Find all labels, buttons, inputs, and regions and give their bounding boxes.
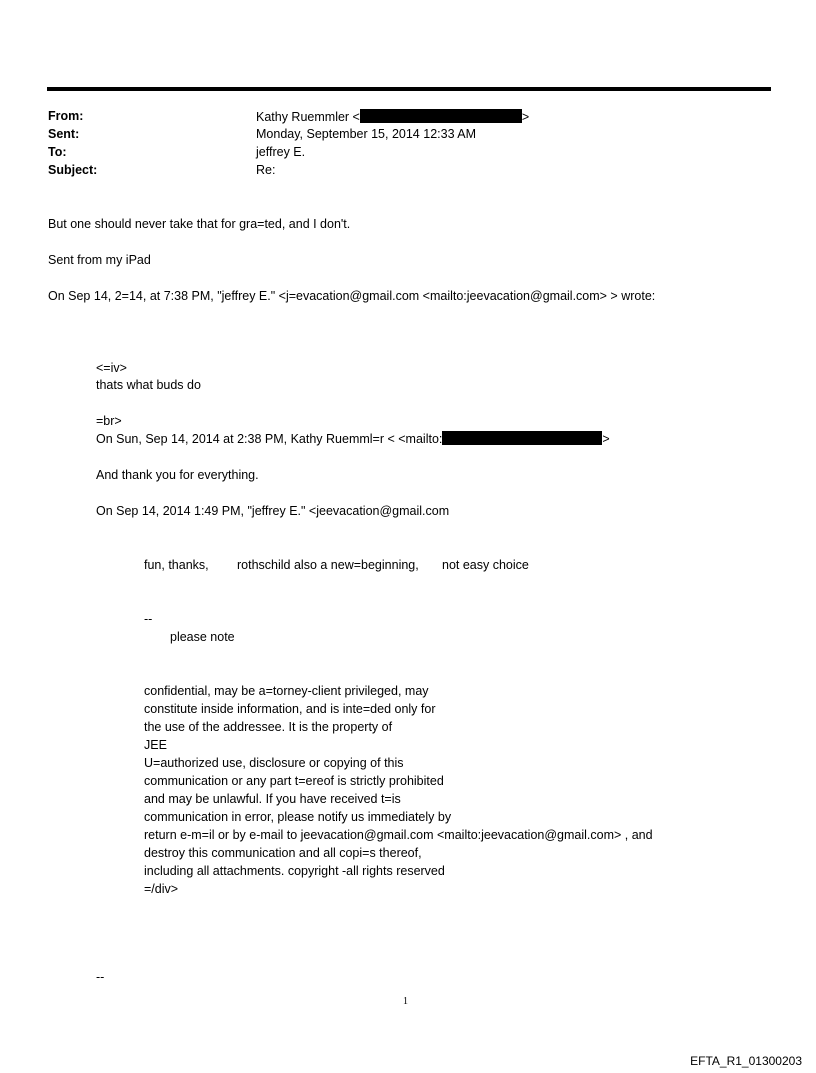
disclaimer-line: U=authorized use, disclosure or copying of this	[144, 756, 404, 770]
quote-header: On Sep 14, 2=14, at 7:38 PM, "jeffrey E." <j=evacation@gmail.com <mailto:jeevacation@gmail.com> > wrote:	[48, 289, 656, 303]
disclaimer-line: destroy this communication and all copi=s thereof,	[144, 846, 422, 860]
from-label: From:	[48, 109, 84, 123]
separator: --	[144, 612, 153, 626]
disclaimer-line: return e-m=il or by e-mail to jeevacation@gmail.com <mailto:jeevacation@gmail.com> , and	[144, 828, 653, 842]
disclaimer-line: constitute inside information, and is inte=ded only for	[144, 702, 436, 716]
disclaimer-line: communication in error, please notify us immediately by	[144, 810, 452, 824]
disclaimer-line: JEE	[144, 738, 167, 752]
quoted-header-end: >	[602, 432, 610, 446]
quoted-line: <=iv>	[96, 361, 127, 375]
disclaimer-line: including all attachments. copyright -all rights reserved	[144, 864, 445, 878]
disclaimer-line: the use of the addressee. It is the property of	[144, 720, 393, 734]
from-name: Kathy Ruemmler <	[256, 110, 360, 124]
from-end: >	[521, 110, 530, 124]
to-value: jeffrey E.	[256, 145, 306, 159]
sent-label: Sent:	[48, 127, 80, 141]
redaction-box	[360, 109, 522, 123]
quoted-line: =br>	[96, 414, 122, 428]
quoted-line: thats what buds do	[96, 378, 201, 392]
page-number: 1	[403, 996, 408, 1007]
quoted-header-start: On Sun, Sep 14, 2014 at 2:38 PM, Kathy Ruemml=r < <mailto:	[96, 432, 443, 446]
disclaimer-line: =/div>	[144, 882, 179, 896]
quoted-header-line	[96, 431, 610, 446]
sent-value: Monday, September 15, 2014 12:33 AM	[256, 127, 477, 141]
disclaimer-line: confidential, may be a=torney-client privileged, may	[144, 684, 429, 698]
reply-line: fun, thanks,	[144, 558, 209, 572]
quoted-line: And thank you for everything.	[96, 468, 259, 482]
note-line: please note	[170, 630, 235, 644]
to-label: To:	[48, 145, 67, 159]
from-value	[256, 109, 529, 124]
quoted-header: On Sep 14, 2014 1:49 PM, "jeffrey E." <jeevacation@gmail.com	[96, 504, 450, 518]
subject-value: Re:	[256, 163, 276, 177]
disclaimer-line: and may be unlawful. If you have received t=is	[144, 792, 401, 806]
signature-line: Sent from my iPad	[48, 253, 151, 267]
body-line: But one should never take that for gra=ted, and I don't.	[48, 217, 351, 231]
reply-line: not easy choice	[442, 558, 529, 572]
bates-number: EFTA_R1_01300203	[690, 1054, 802, 1068]
trailer-separator: --	[96, 970, 105, 984]
reply-line: rothschild also a new=beginning,	[237, 558, 419, 572]
redaction-box	[442, 431, 602, 445]
header-rule	[47, 87, 771, 91]
disclaimer-line: communication or any part t=ereof is strictly prohibited	[144, 774, 444, 788]
subject-label: Subject:	[48, 163, 98, 177]
